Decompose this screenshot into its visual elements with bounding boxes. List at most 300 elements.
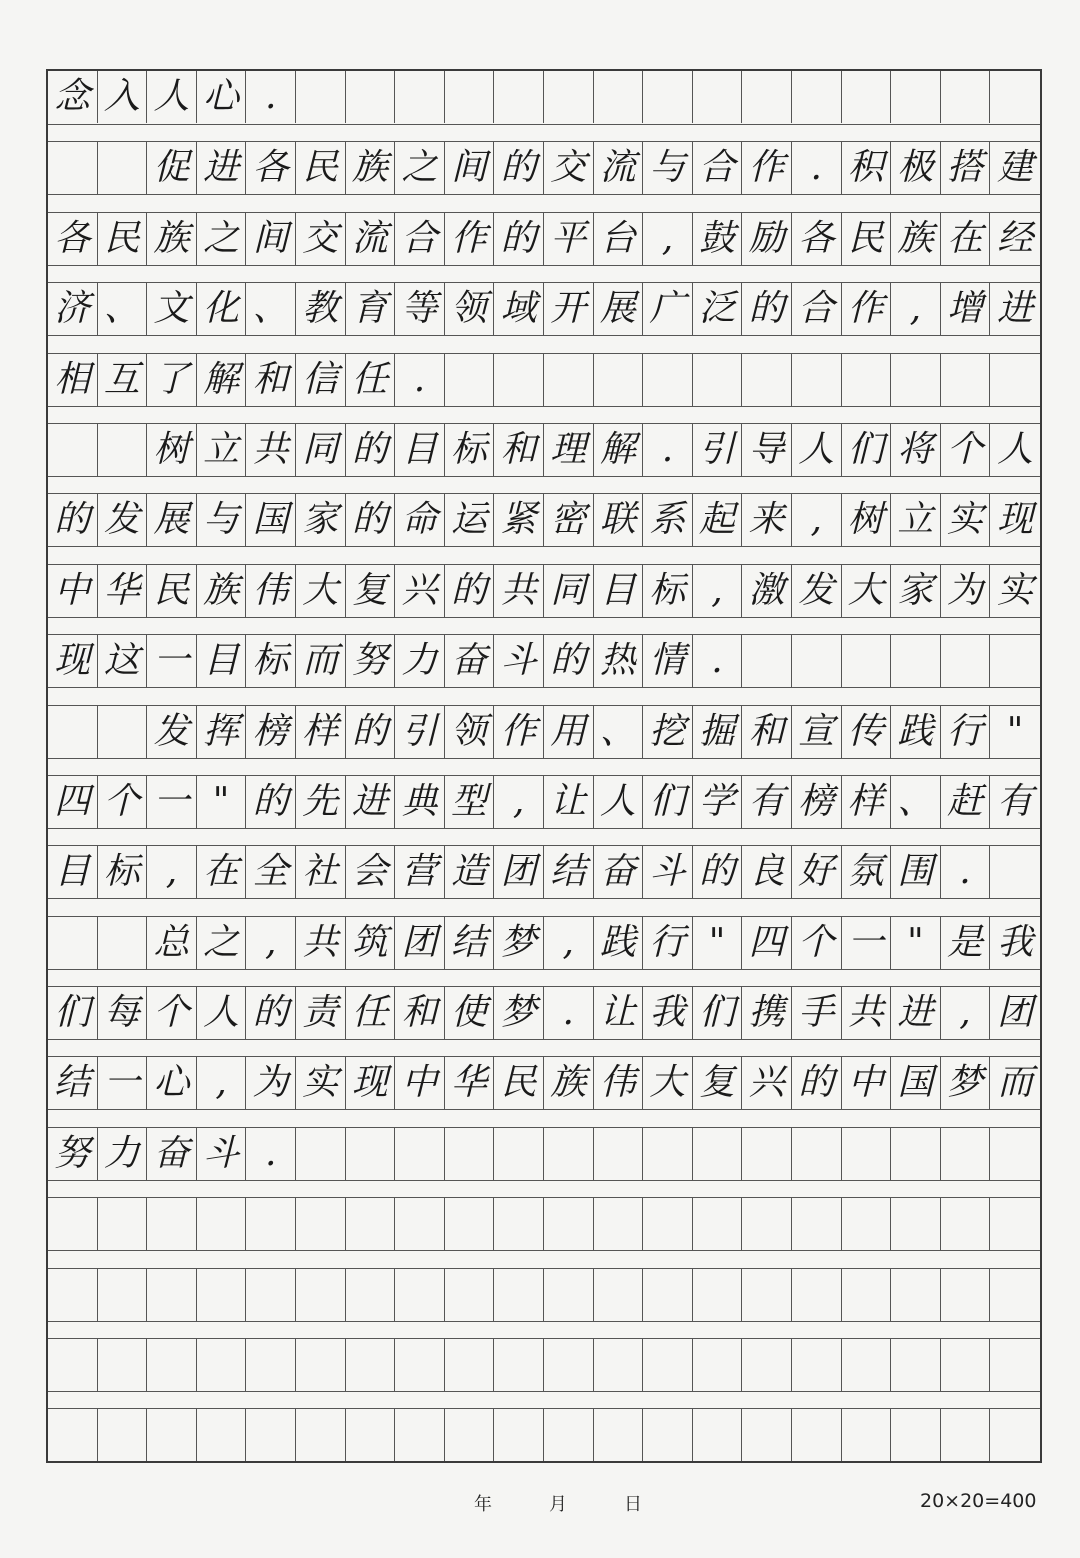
grid-cell: 和 <box>742 706 792 758</box>
grid-cell: 流 <box>346 213 396 265</box>
grid-cell: 与 <box>643 142 693 194</box>
grid-cell: 人 <box>594 776 644 828</box>
grid-cell <box>445 1409 495 1461</box>
grid-cell: 作 <box>842 283 892 335</box>
grid-cell <box>693 1339 743 1391</box>
grid-cell: 社 <box>296 846 346 898</box>
grid-cell <box>395 1128 445 1180</box>
grid-cell: 典 <box>395 776 445 828</box>
grid-cell: 良 <box>742 846 792 898</box>
grid-cell <box>742 71 792 123</box>
grid-cell: 用 <box>544 706 594 758</box>
grid-cell <box>346 1269 396 1321</box>
grid-cell: 系 <box>643 494 693 546</box>
grid-cell <box>296 1198 346 1250</box>
grid-cell: 的 <box>346 494 396 546</box>
grid-cell <box>544 1269 594 1321</box>
grid-cell: 民 <box>296 142 346 194</box>
footer-day-label: 日 <box>624 1494 642 1515</box>
grid-cell <box>941 1269 991 1321</box>
grid-cell: 让 <box>594 987 644 1039</box>
grid-cell: 增 <box>941 283 991 335</box>
grid-cell: 文 <box>147 283 197 335</box>
grid-cell <box>842 354 892 406</box>
grid-cell <box>98 706 148 758</box>
grid-cell <box>98 424 148 476</box>
grid-cell: 互 <box>98 354 148 406</box>
grid-cell: 族 <box>544 1057 594 1109</box>
grid-cell: 引 <box>395 706 445 758</box>
grid-cell: 在 <box>941 213 991 265</box>
grid-cell <box>891 354 941 406</box>
grid-cell: 标 <box>643 565 693 617</box>
grid-cell <box>48 1198 98 1250</box>
grid-cell <box>296 1128 346 1180</box>
grid-cell: 发 <box>98 494 148 546</box>
grid-cell: , <box>643 213 693 265</box>
footer-year-label: 年 <box>474 1494 492 1515</box>
grid-cell: 念 <box>48 71 98 123</box>
grid-cell: 目 <box>48 846 98 898</box>
grid-row <box>48 282 1040 335</box>
grid-cell: 交 <box>544 142 594 194</box>
grid-cell: 建 <box>997 147 1034 189</box>
row-gap <box>48 406 1040 423</box>
grid-cell: 大 <box>643 1057 693 1109</box>
grid-cell <box>643 1339 693 1391</box>
grid-cell: 一 <box>147 776 197 828</box>
grid-cell: 梦 <box>494 917 544 969</box>
grid-cell: 榜 <box>792 776 842 828</box>
grid-cell: 结 <box>445 917 495 969</box>
grid-row <box>48 705 1040 758</box>
grid-cell: 家 <box>891 565 941 617</box>
grid-cell: 复 <box>693 1057 743 1109</box>
grid-cell: 国 <box>891 1057 941 1109</box>
row-gap <box>48 1039 1040 1056</box>
grid-cell: 的 <box>445 565 495 617</box>
grid-row <box>48 1056 1040 1109</box>
grid-cell: 围 <box>891 846 941 898</box>
grid-cell: 现 <box>346 1057 396 1109</box>
grid-cell <box>792 1339 842 1391</box>
grid-cell: . <box>693 635 743 687</box>
grid-cell: 力 <box>98 1128 148 1180</box>
grid-cell <box>990 1409 1040 1461</box>
grid-cell: 经 <box>997 217 1034 259</box>
grid-cell <box>296 71 346 123</box>
grid-cell: 心 <box>197 71 247 123</box>
grid-row <box>48 916 1040 969</box>
grid-cell: . <box>246 71 296 123</box>
grid-cell: 平 <box>544 213 594 265</box>
grid-cell <box>346 1409 396 1461</box>
grid-row <box>48 353 1040 406</box>
grid-cell: 的 <box>693 846 743 898</box>
grid-cell: 的 <box>246 776 296 828</box>
grid-cell <box>494 354 544 406</box>
grid-cell: 标 <box>98 846 148 898</box>
grid-cell: 的 <box>246 987 296 1039</box>
grid-cell <box>594 1409 644 1461</box>
grid-cell: 践 <box>594 917 644 969</box>
grid-cell <box>494 1339 544 1391</box>
grid-cell: 与 <box>197 494 247 546</box>
grid-cell: . <box>246 1128 296 1180</box>
grid-cell: 家 <box>296 494 346 546</box>
grid-row <box>48 1408 1040 1461</box>
grid-cell: 来 <box>742 494 792 546</box>
grid-cell <box>792 71 842 123</box>
grid-cell <box>990 1128 1040 1180</box>
grid-cell <box>98 1339 148 1391</box>
row-gap <box>48 1180 1040 1197</box>
grid-cell <box>246 1409 296 1461</box>
grid-cell: 一 <box>147 635 197 687</box>
grid-cell: . <box>395 354 445 406</box>
row-gap <box>48 194 1040 211</box>
grid-row <box>48 775 1040 828</box>
row-gap <box>48 335 1040 352</box>
grid-cell <box>346 71 396 123</box>
grid-cell: 激 <box>742 565 792 617</box>
grid-cell: . <box>792 142 842 194</box>
grid-cell <box>742 635 792 687</box>
grid-cell <box>594 1269 644 1321</box>
grid-cell: 兴 <box>742 1057 792 1109</box>
grid-cell: 作 <box>494 706 544 758</box>
grid-cell: , <box>891 283 941 335</box>
grid-cell: 合 <box>395 213 445 265</box>
grid-cell: 总 <box>147 917 197 969</box>
grid-cell: 践 <box>891 706 941 758</box>
grid-cell: 目 <box>395 424 445 476</box>
grid-cell: 树 <box>842 494 892 546</box>
grid-cell: 心 <box>147 1057 197 1109</box>
grid-cell: 各 <box>792 213 842 265</box>
grid-cell <box>891 1198 941 1250</box>
grid-cell: 的 <box>544 635 594 687</box>
grid-cell <box>742 354 792 406</box>
grid-cell <box>544 354 594 406</box>
grid-cell <box>48 917 98 969</box>
grid-cell <box>693 1409 743 1461</box>
grid-cell: 立 <box>891 494 941 546</box>
grid-cell <box>842 1339 892 1391</box>
grid-cell: 们 <box>643 776 693 828</box>
grid-cell: 样 <box>842 776 892 828</box>
grid-cell: , <box>941 987 991 1039</box>
grid-cell <box>98 1198 148 1250</box>
grid-cell: 为 <box>246 1057 296 1109</box>
grid-cell <box>643 354 693 406</box>
grid-cell: . <box>544 987 594 1039</box>
grid-cell <box>544 1409 594 1461</box>
grid-cell: , <box>197 1057 247 1109</box>
grid-cell <box>98 1269 148 1321</box>
grid-cell: 目 <box>197 635 247 687</box>
grid-cell: 传 <box>842 706 892 758</box>
grid-cell: 每 <box>98 987 148 1039</box>
grid-cell <box>48 142 98 194</box>
grid-cell: 民 <box>147 565 197 617</box>
grid-cell: 入 <box>98 71 148 123</box>
writing-grid <box>46 69 1042 1463</box>
grid-cell <box>594 1339 644 1391</box>
grid-cell <box>395 1269 445 1321</box>
grid-cell <box>842 1128 892 1180</box>
grid-cell <box>48 706 98 758</box>
grid-cell: . <box>941 846 991 898</box>
grid-cell: 而 <box>997 1062 1034 1104</box>
grid-cell <box>842 71 892 123</box>
grid-cell <box>346 1128 396 1180</box>
grid-cell <box>742 1128 792 1180</box>
grid-cell <box>941 1198 991 1250</box>
row-gap <box>48 265 1040 282</box>
grid-cell: 立 <box>197 424 247 476</box>
grid-cell: 将 <box>891 424 941 476</box>
grid-cell: 励 <box>742 213 792 265</box>
grid-cell: 大 <box>296 565 346 617</box>
grid-cell <box>296 1269 346 1321</box>
row-gap <box>48 617 1040 634</box>
grid-cell: " <box>891 917 941 969</box>
grid-cell: 梦 <box>941 1057 991 1109</box>
grid-cell <box>98 917 148 969</box>
grid-cell <box>494 1409 544 1461</box>
grid-cell <box>891 1409 941 1461</box>
grid-cell <box>941 354 991 406</box>
grid-cell: 运 <box>445 494 495 546</box>
grid-cell: 筑 <box>346 917 396 969</box>
grid-cell <box>494 1128 544 1180</box>
grid-cell: , <box>544 917 594 969</box>
grid-cell: 们 <box>842 424 892 476</box>
row-gap <box>48 1391 1040 1408</box>
grid-cell <box>990 354 1040 406</box>
grid-cell: 积 <box>842 142 892 194</box>
grid-cell: 目 <box>594 565 644 617</box>
grid-cell: 了 <box>147 354 197 406</box>
grid-cell <box>197 1269 247 1321</box>
grid-cell: 好 <box>792 846 842 898</box>
grid-cell: 们 <box>48 987 98 1039</box>
grid-cell <box>842 1269 892 1321</box>
grid-cell: 使 <box>445 987 495 1039</box>
grid-cell: 行 <box>643 917 693 969</box>
grid-cell: 、 <box>594 706 644 758</box>
grid-cell <box>792 1198 842 1250</box>
grid-cell <box>544 1128 594 1180</box>
grid-cell: 之 <box>197 213 247 265</box>
grid-cell: 民 <box>494 1057 544 1109</box>
grid-cell: 领 <box>445 706 495 758</box>
grid-cell: 奋 <box>445 635 495 687</box>
grid-cell <box>693 1269 743 1321</box>
grid-row <box>48 1197 1040 1250</box>
grid-cell: 四 <box>48 776 98 828</box>
grid-cell: 现 <box>48 635 98 687</box>
grid-cell: 一 <box>842 917 892 969</box>
grid-cell: 中 <box>48 565 98 617</box>
grid-cell <box>197 1409 247 1461</box>
grid-row <box>48 1127 1040 1180</box>
grid-row <box>48 845 1040 898</box>
grid-cell: 、 <box>98 283 148 335</box>
grid-row <box>48 634 1040 687</box>
grid-cell: 努 <box>346 635 396 687</box>
grid-cell: 实 <box>941 494 991 546</box>
grid-cell <box>147 1339 197 1391</box>
grid-cell: 解 <box>594 424 644 476</box>
row-gap <box>48 1109 1040 1126</box>
grid-cell: 展 <box>147 494 197 546</box>
grid-cell: 引 <box>693 424 743 476</box>
grid-cell <box>891 1269 941 1321</box>
grid-cell: 相 <box>48 354 98 406</box>
grid-cell <box>346 1198 396 1250</box>
grid-cell <box>643 1409 693 1461</box>
grid-cell: 团 <box>997 992 1034 1034</box>
grid-cell: 等 <box>395 283 445 335</box>
grid-cell: , <box>147 846 197 898</box>
grid-cell <box>48 1269 98 1321</box>
grid-cell: 行 <box>941 706 991 758</box>
grid-cell: 民 <box>842 213 892 265</box>
grid-cell: 营 <box>395 846 445 898</box>
grid-cell: 紧 <box>494 494 544 546</box>
grid-cell <box>643 1128 693 1180</box>
grid-cell: 、 <box>891 776 941 828</box>
grid-cell <box>990 1269 1040 1321</box>
footer-grid-count: 20×20=400 <box>920 1490 1037 1512</box>
grid-cell <box>445 1128 495 1180</box>
grid-cell: 我 <box>997 921 1034 963</box>
grid-cell: 广 <box>643 283 693 335</box>
grid-cell: 样 <box>296 706 346 758</box>
grid-cell: 的 <box>742 283 792 335</box>
grid-cell <box>494 1269 544 1321</box>
grid-cell: 理 <box>544 424 594 476</box>
grid-cell <box>48 424 98 476</box>
grid-row <box>48 986 1040 1039</box>
grid-cell <box>395 1339 445 1391</box>
grid-cell: 团 <box>494 846 544 898</box>
grid-cell: 个 <box>98 776 148 828</box>
grid-row <box>48 423 1040 476</box>
grid-cell: 努 <box>48 1128 98 1180</box>
grid-cell <box>147 1198 197 1250</box>
grid-cell <box>941 635 991 687</box>
grid-cell: 四 <box>742 917 792 969</box>
row-gap <box>48 969 1040 986</box>
grid-cell <box>445 1269 495 1321</box>
grid-cell: , <box>246 917 296 969</box>
grid-cell <box>792 1409 842 1461</box>
grid-cell <box>990 635 1040 687</box>
grid-cell: 华 <box>98 565 148 617</box>
grid-cell <box>693 354 743 406</box>
grid-cell <box>246 1339 296 1391</box>
grid-cell: 和 <box>494 424 544 476</box>
grid-cell <box>941 71 991 123</box>
grid-cell: , <box>494 776 544 828</box>
grid-cell: 斗 <box>197 1128 247 1180</box>
grid-cell <box>742 1409 792 1461</box>
grid-cell <box>296 1409 346 1461</box>
grid-cell: 进 <box>346 776 396 828</box>
grid-cell: 标 <box>445 424 495 476</box>
grid-cell: 奋 <box>147 1128 197 1180</box>
grid-cell: 为 <box>941 565 991 617</box>
row-gap <box>48 898 1040 915</box>
grid-cell: 全 <box>246 846 296 898</box>
grid-cell <box>544 1339 594 1391</box>
grid-cell: 兴 <box>395 565 445 617</box>
grid-cell: 族 <box>891 213 941 265</box>
grid-cell: 共 <box>296 917 346 969</box>
grid-cell: 同 <box>296 424 346 476</box>
grid-cell: , <box>693 565 743 617</box>
grid-cell: 命 <box>395 494 445 546</box>
grid-cell <box>246 1269 296 1321</box>
grid-cell <box>594 71 644 123</box>
grid-cell: 榜 <box>246 706 296 758</box>
grid-cell: 民 <box>98 213 148 265</box>
grid-cell: 间 <box>246 213 296 265</box>
grid-cell: " <box>197 776 247 828</box>
grid-cell: 的 <box>494 142 544 194</box>
grid-cell <box>742 1339 792 1391</box>
grid-cell <box>544 1198 594 1250</box>
grid-cell: " <box>1006 710 1024 752</box>
grid-cell <box>842 1198 892 1250</box>
grid-cell: 的 <box>792 1057 842 1109</box>
grid-cell: 结 <box>48 1057 98 1109</box>
grid-cell: 族 <box>147 213 197 265</box>
grid-cell: 作 <box>742 142 792 194</box>
grid-cell: 伟 <box>246 565 296 617</box>
grid-cell <box>147 1269 197 1321</box>
grid-cell: 责 <box>296 987 346 1039</box>
grid-cell: 极 <box>891 142 941 194</box>
grid-cell <box>990 71 1040 123</box>
grid-cell <box>594 1128 644 1180</box>
grid-cell <box>296 1339 346 1391</box>
grid-cell: 是 <box>941 917 991 969</box>
grid-cell: 交 <box>296 213 346 265</box>
grid-cell: 先 <box>296 776 346 828</box>
grid-cell <box>742 1198 792 1250</box>
grid-cell <box>792 1269 842 1321</box>
grid-cell: 复 <box>346 565 396 617</box>
grid-cell: 们 <box>693 987 743 1039</box>
grid-cell: 个 <box>941 424 991 476</box>
grid-cell <box>941 1339 991 1391</box>
grid-cell: 人 <box>792 424 842 476</box>
grid-cell <box>494 1198 544 1250</box>
grid-cell: 发 <box>792 565 842 617</box>
grid-row <box>48 1268 1040 1321</box>
grid-cell: 起 <box>693 494 743 546</box>
grid-cell: 梦 <box>494 987 544 1039</box>
grid-cell <box>941 1409 991 1461</box>
grid-row <box>48 71 1040 124</box>
grid-cell: 大 <box>842 565 892 617</box>
grid-cell: 而 <box>296 635 346 687</box>
grid-cell: 间 <box>445 142 495 194</box>
